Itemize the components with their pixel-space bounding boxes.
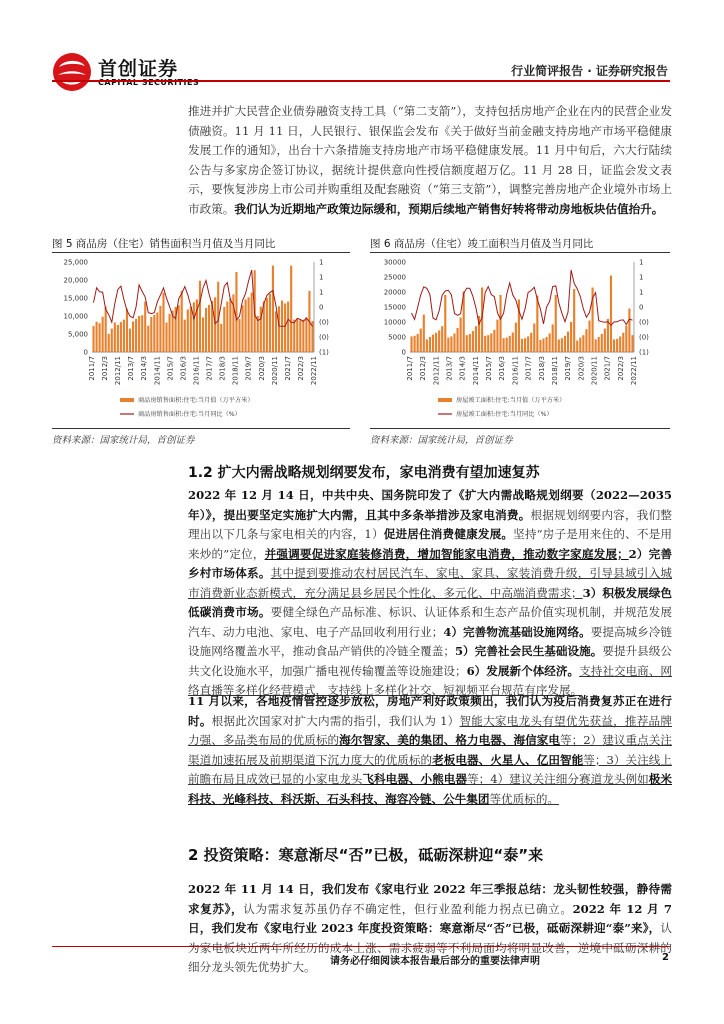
y-right-tick-label: (0) [319, 318, 329, 327]
y-right-tick-label: 1 [319, 273, 324, 282]
bar [610, 276, 612, 353]
bar [214, 297, 216, 352]
bar [156, 312, 158, 352]
bar [524, 338, 526, 352]
bar [539, 340, 541, 352]
bar [469, 334, 471, 352]
bar [558, 339, 560, 352]
figure-6-top-rule [370, 252, 670, 253]
logo-mark-icon [50, 50, 94, 94]
bar [625, 326, 627, 352]
x-tick-label: 2022/11 [310, 356, 318, 386]
x-tick-label: 2011/7 [88, 356, 96, 381]
bar [248, 297, 250, 352]
bar [95, 322, 97, 352]
y-right-tick-label: 1 [639, 273, 644, 282]
y-right-tick-label: 0 [639, 303, 644, 312]
x-tick-label: 2018/11 [550, 356, 559, 386]
company-logo [50, 50, 200, 94]
rec-4-stocks: 极米科技、光峰科技、科沃斯、石头科技、海容冷链、公牛集团 [188, 772, 672, 806]
bar [613, 339, 615, 352]
bar [552, 324, 554, 352]
bar [420, 329, 422, 352]
x-tick-label: 2014/11 [153, 356, 162, 386]
y-left-tick-label: 10000 [383, 318, 406, 327]
bar [257, 316, 259, 352]
x-tick-label: 2013/7 [445, 356, 454, 381]
y-left-tick-label: 10,000 [63, 312, 88, 321]
bar [549, 333, 551, 352]
y-right-tick-label: 0 [319, 303, 324, 312]
bar [619, 336, 621, 352]
y-left-tick-label: 20,000 [63, 276, 88, 285]
plan-point-6-text: 支持社交电商、网络直播等多样化经营模式，支持线上多样化社交、短视频平台规范有序发展。 [188, 663, 672, 697]
bar [515, 323, 517, 352]
bar [150, 317, 152, 352]
y-right-tick-label: 1 [639, 258, 644, 267]
bar [181, 291, 183, 352]
plan-lead: 2022 年 12 月 14 日，中共中央、国务院印发了《扩大内需战略规划纲要（2022—2035 年）》，提出要坚定实施扩大内需，且其中多条举措涉及家电消费。 [188, 488, 672, 522]
x-tick-label: 2020/3 [257, 356, 266, 381]
x-tick-label: 2014/3 [458, 356, 467, 381]
bar [512, 333, 514, 353]
bar [521, 339, 523, 352]
plan-point-1-text: 坚持“房子是用来住的、不是用来炒的”定位， [188, 527, 672, 561]
y-left-tick-label: 30000 [383, 258, 406, 267]
figure-6-source: 资料来源：国家统计局，首创证券 [370, 435, 513, 446]
bar [595, 339, 597, 352]
plan-point-1: 促进居住消费健康发展。 [383, 527, 514, 541]
footer-divider [52, 946, 670, 947]
bar [438, 330, 440, 352]
bar [414, 336, 416, 352]
bar [475, 326, 477, 352]
x-tick-label: 2016/11 [192, 356, 201, 386]
rec-1-text: 智能大家电龙头有望优先获益，推荐品牌力强、多品类布局的优质标的 [188, 713, 672, 747]
bar [284, 303, 286, 352]
bar [432, 335, 434, 352]
bar [147, 326, 149, 352]
y-right-tick-label: 1 [639, 288, 644, 297]
bar [456, 328, 458, 352]
bar [299, 320, 301, 352]
x-tick-label: 2017/7 [524, 356, 533, 381]
x-tick-label: 2020/11 [590, 356, 599, 386]
x-tick-label: 2014/11 [471, 356, 480, 386]
bar [165, 322, 167, 352]
bar [545, 337, 547, 352]
strategy-report-2: 2022 年 12 月 7 日，我们发布《家电行业 2023 年度投资策略：寒意渐尽“否”已极，砥砺深耕迎“泰”来》， [188, 901, 672, 935]
section-2-heading: 2 投资策略：寒意渐尽“否”已极，砥砺深耕迎“泰”来 [188, 846, 544, 864]
bar [245, 299, 247, 352]
bar [561, 338, 563, 352]
strategy-report-1: 2022 年 11 月 14 日，我们发布《家电行业 2022 年三季报总结：龙头韧性较强，静待需求复苏》， [188, 882, 672, 916]
y-right-tick-label: (0) [639, 333, 649, 342]
x-tick-label: 2022/3 [296, 356, 305, 381]
x-tick-label: 2020/11 [270, 356, 279, 386]
demand-plan-paragraph [188, 486, 672, 701]
bar [450, 336, 452, 352]
policy-paragraph [188, 102, 672, 219]
y-left-tick-label: 0 [401, 348, 406, 357]
bar [184, 320, 186, 352]
bar [241, 305, 243, 352]
bar [570, 322, 572, 352]
plan-point-5-text: 要提升县级公共文化设施水平，加强广播电视传输覆盖等设施建设； [188, 644, 672, 678]
page-number: 2 [662, 952, 669, 963]
bar [573, 289, 575, 352]
bar [190, 307, 192, 352]
bar [178, 305, 180, 352]
y-left-tick-label: 25,000 [63, 258, 88, 267]
recommendation-paragraph [188, 692, 672, 809]
bar [604, 329, 606, 352]
legend-line-label: 房屋竣工面积:住宅:当月同比（%） [456, 411, 553, 418]
figure-6-chart [370, 256, 670, 426]
bar [631, 335, 633, 352]
legend-bar-label: 房屋竣工面积:住宅:当月值（万平方米） [456, 397, 566, 404]
x-tick-label: 2016/3 [498, 356, 507, 381]
bar [111, 329, 113, 352]
bar [251, 293, 253, 352]
bar [287, 302, 289, 352]
y-left-tick-label: 20000 [383, 288, 406, 297]
figure-6-bottom-rule [370, 428, 670, 429]
bar [447, 338, 449, 352]
bar [616, 339, 618, 352]
bar [129, 329, 131, 352]
plan-intro: 根据规划纲要内容，我们整理出以下几条与家电相关的内容，1） [188, 507, 672, 541]
x-tick-label: 2018/3 [218, 356, 227, 381]
x-tick-label: 2011/7 [406, 356, 414, 381]
figure-5-top-rule [52, 252, 350, 253]
x-tick-label: 2015/7 [485, 356, 494, 381]
plan-point-5: 5）完善社会民生基础设施。 [454, 644, 603, 658]
x-tick-label: 2017/7 [205, 356, 214, 381]
y-left-tick-label: 25000 [383, 273, 406, 282]
rec-1-stocks: 海尔智家、美的集团、格力电器、海信家电 [339, 733, 560, 747]
plan-point-2: 2）完善乡村市场体系。 [188, 546, 672, 580]
logo-english-name: CAPITAL SECURITIES [98, 78, 200, 87]
plan-point-6: 6）发展新个体经济。 [466, 663, 580, 678]
x-tick-label: 2019/7 [244, 356, 253, 381]
bar [527, 336, 529, 352]
bar [114, 322, 116, 352]
bar [135, 319, 137, 352]
y-right-tick-label: 1 [319, 258, 324, 267]
x-tick-label: 2015/7 [166, 356, 175, 381]
bar [208, 305, 210, 352]
recovery-intro: 根据此次国家对扩大内需的指引，我们认为 1） [211, 713, 460, 728]
bar [607, 319, 609, 352]
x-tick-label: 2012/3 [101, 356, 110, 381]
bar [141, 315, 143, 352]
bar [202, 317, 204, 352]
bar [126, 309, 128, 352]
bar [493, 330, 495, 352]
x-tick-label: 2014/3 [140, 356, 149, 381]
bar [278, 306, 280, 352]
bar [579, 338, 581, 352]
bar [238, 319, 240, 352]
bar [423, 315, 425, 353]
x-tick-label: 2018/3 [537, 356, 546, 381]
y-right-tick-label: (1) [319, 348, 329, 357]
bar [162, 293, 164, 352]
figure-5-title: 图 5 商品房（住宅）销售面积当月值及当月同比 [52, 238, 276, 250]
figure-5-source: 资料来源：国家统计局，首创证券 [52, 435, 195, 446]
legend-bar-label: 商品房销售面积:住宅:当月值（万平方米） [138, 397, 254, 404]
bar [487, 335, 489, 352]
bar [472, 331, 474, 352]
plan-point-3: 3）积极发展绿色低碳消费市场。 [188, 585, 672, 619]
y-left-tick-label: 0 [83, 348, 88, 357]
bar [509, 336, 511, 352]
bar [585, 329, 587, 352]
bar [117, 325, 119, 352]
bar [429, 337, 431, 352]
bar [530, 333, 532, 352]
header-divider [52, 80, 670, 82]
y-right-tick-label: 1 [319, 288, 324, 297]
y-left-tick-label: 5000 [388, 333, 406, 342]
plan-point-2-text: 其中提到要推动农村居民汽车、家电、家具、家装消费升级，引导县域引入城市消费新业态新模式，充分满足县乡居民个性化、多元化、中高端消费需求； [188, 566, 672, 600]
rec-end: 等优质标的。 [489, 791, 560, 806]
bar [223, 307, 225, 352]
y-right-tick-label: (1) [639, 348, 649, 357]
bar [460, 318, 462, 353]
bar [92, 326, 94, 352]
bar [205, 308, 207, 352]
bar [564, 336, 566, 352]
bar [499, 295, 501, 352]
bar [123, 320, 125, 352]
policy-text: 推进并扩大民营企业债券融资支持工具（“第二支箭”），支持包括房地产企业在内的民营企业发债融资。11 月 11 日，人民银行、银保监会发布《关于做好当前金融支持房地产市场平稳健康发展工作的通知》，出台十六条措施支持房地产市场平稳健康发展。11 月中旬后，六大行陆续公告与多家房企签订协议，据统计提供意向性授信额度超万亿。11 月 28 日，证监会发文表示，要恢复涉房上市公司并购重组及配套融资（“第三支箭”），调整完善房地产企业境外市场上市政策。 [188, 104, 672, 216]
bar [235, 272, 237, 352]
y-right-tick-label: (0) [319, 333, 329, 342]
bar [199, 281, 201, 352]
strategy-report-2-view: 认为家电板块近两年所经历的成本上涨、需求疲弱等不利局面均将明显改善，逆境中砥砺深耕的细分龙头领先优势扩大。 [188, 921, 672, 974]
x-tick-label: 2016/11 [511, 356, 520, 386]
bar [105, 307, 107, 352]
bar [296, 319, 298, 352]
bar [441, 326, 443, 352]
rec-4-text: 等；4）建议关注细分赛道龙头例如 [467, 772, 649, 786]
bar [484, 336, 486, 352]
bar [601, 334, 603, 352]
rec-2-text: 等；2）建议重点关注渠道加速拓展及前期渠道下沉力度大的优质标的 [188, 733, 672, 767]
x-tick-label: 2020/3 [577, 356, 586, 381]
legend-line-label: 商品房销售面积:住宅:当月同比（%） [138, 411, 241, 418]
bar [266, 298, 268, 352]
bar [444, 295, 446, 352]
legend-bar-swatch [438, 398, 452, 402]
bar [272, 266, 274, 352]
bar [582, 335, 584, 352]
bar [536, 296, 538, 352]
bar [290, 266, 292, 352]
bar [153, 315, 155, 352]
rec-3-text: 等；3）关注线上前瞻布局且成效已显的小家电龙头 [188, 752, 672, 786]
bar [138, 316, 140, 352]
bar [193, 302, 195, 352]
bar [220, 324, 222, 352]
bar [410, 336, 412, 352]
x-tick-label: 2022/3 [616, 356, 625, 381]
bar [567, 332, 569, 352]
recovery-lead: 11 月以来，各地疫情管控逐步放松，房地产利好政策频出，我们认为疫后消费复苏正在进行时。 [188, 694, 672, 728]
report-type-label: 行业简评报告 · 证券研究报告 [511, 64, 668, 78]
bar [453, 333, 455, 352]
x-tick-label: 2012/11 [432, 356, 441, 386]
bar [159, 306, 161, 352]
bar [226, 302, 228, 352]
bar [496, 320, 498, 352]
bar [302, 320, 304, 352]
x-tick-label: 2021/7 [603, 356, 612, 381]
bar [598, 337, 600, 352]
bar [576, 341, 578, 352]
bar [628, 309, 630, 353]
y-left-tick-label: 5,000 [67, 330, 88, 339]
figure-5-bottom-rule [52, 428, 350, 429]
bar [588, 321, 590, 353]
x-tick-label: 2019/7 [564, 356, 573, 381]
bar [102, 317, 104, 352]
x-tick-label: 2012/3 [419, 356, 428, 381]
bar [269, 294, 271, 352]
plan-point-4-text: 要提高城乡冷链设施网络覆盖水平，推动食品产销供的冷链全覆盖； [188, 624, 672, 658]
bar [132, 321, 134, 352]
bar [435, 333, 437, 352]
policy-conclusion: 我们认为近期地产政策边际缓和，预期后续地产销售好转将带动房地板块估值抬升。 [234, 201, 664, 216]
bar [426, 339, 428, 352]
x-tick-label: 2013/7 [127, 356, 136, 381]
bar [144, 302, 146, 352]
x-tick-label: 2016/3 [179, 356, 188, 381]
x-tick-label: 2022/11 [630, 356, 638, 386]
bar [108, 334, 110, 352]
legal-disclaimer-note: 请务必仔细阅读本报告最后部分的重要法律声明 [330, 956, 540, 967]
bar [229, 298, 231, 352]
logo-chinese-name: 首创证券 [98, 58, 179, 80]
bar [120, 322, 122, 352]
y-left-tick-label: 15,000 [63, 294, 88, 303]
x-tick-label: 2012/11 [114, 356, 123, 386]
bar [533, 324, 535, 353]
bar [506, 338, 508, 352]
bar [275, 311, 277, 352]
bar [293, 320, 295, 352]
bar [417, 334, 419, 352]
bar [542, 339, 544, 353]
figure-6-title: 图 6 商品房（住宅）竣工面积当月值及当月同比 [370, 238, 594, 250]
x-tick-label: 2018/11 [231, 356, 240, 386]
bar [622, 333, 624, 352]
bar [187, 310, 189, 352]
bar [490, 333, 492, 352]
bar [305, 317, 307, 352]
plan-point-4: 4）完善物流基础设施网络。 [443, 624, 591, 639]
figure-5-chart [52, 256, 350, 426]
rec-2-stocks: 老板电器、火星人、亿田智能 [432, 752, 584, 767]
rec-3-stocks: 飞科电器、小熊电器 [362, 772, 467, 786]
bar [168, 314, 170, 352]
y-right-tick-label: (0) [639, 318, 649, 327]
legend-bar-swatch [120, 398, 134, 402]
x-tick-label: 2021/7 [283, 356, 292, 381]
plan-point-3-text: 要健全绿色产品标准、标识、认证体系和生态产品价值实现机制，并规范发展汽车、动力电池、家电、电子产品回收利用行业； [188, 605, 672, 639]
bar [555, 295, 557, 352]
bar [466, 335, 468, 352]
bar [99, 323, 101, 352]
section-1-2-heading: 1.2 扩大内需战略规划纲要发布，家电消费有望加速复苏 [188, 465, 540, 481]
bar [503, 338, 505, 352]
y-left-tick-label: 15000 [383, 303, 406, 312]
strategy-report-1-view: 认为需求复苏虽仍存不确定性，但行业盈利能力拐点已确立。 [243, 901, 573, 916]
plan-point-1-emphasis: 并强调要促进家庭装修消费，增加智能家电消费，推动数字家庭发展； [264, 546, 629, 561]
